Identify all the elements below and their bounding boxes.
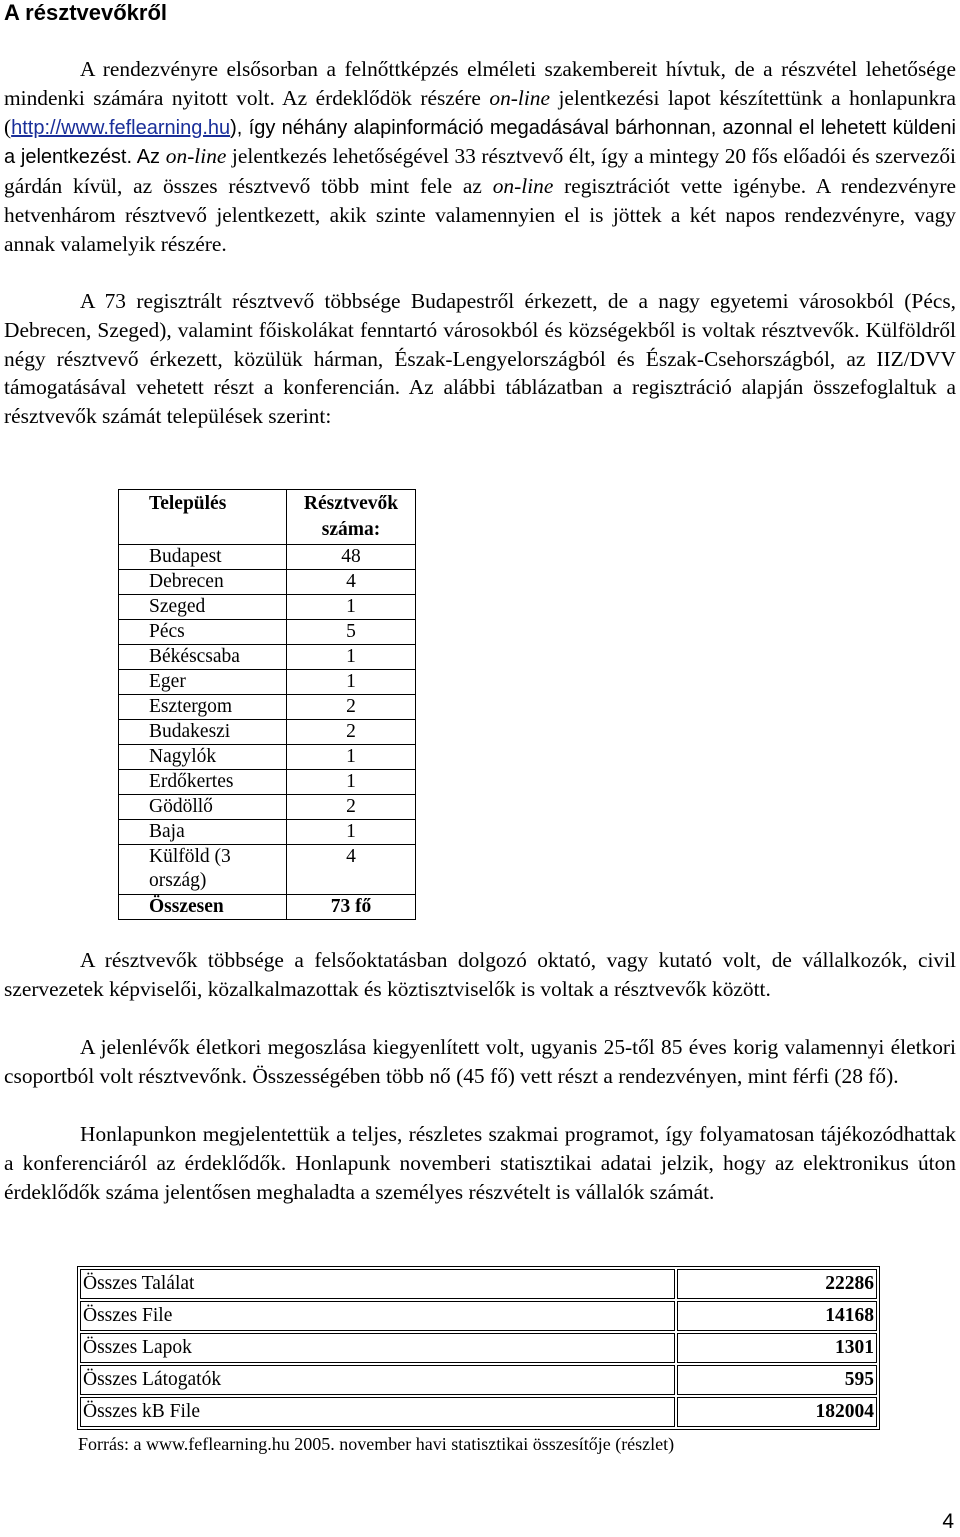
online-term: on-line xyxy=(165,144,227,169)
table-source-caption: Forrás: a www.feflearning.hu 2005. november havi statisztikai összesítője (részlet) xyxy=(78,1434,675,1454)
table-row xyxy=(119,770,416,795)
paragraph-text: jelentkezés lehetőségével 33 résztvevő élt, így a mintegy 20 fős előadói és szervezői gárdán kívül, az összes résztvevő több mint fele az xyxy=(4,144,956,199)
city-cell: Debrecen xyxy=(119,570,287,595)
city-cell: Erdőkertes xyxy=(119,770,287,795)
city-cell: Pécs xyxy=(119,620,287,645)
stat-value: 595 xyxy=(677,1365,877,1395)
count-cell: 1 xyxy=(287,770,416,795)
stat-value: 14168 xyxy=(677,1301,877,1331)
table-row xyxy=(80,1269,877,1299)
city-cell: Külföld (3 ország) xyxy=(119,845,287,895)
statistics-table xyxy=(77,1266,880,1430)
table-row xyxy=(80,1397,877,1427)
count-cell: 1 xyxy=(287,645,416,670)
city-cell: Baja xyxy=(119,820,287,845)
paragraph-text: regisztrációt vette igénybe. A rendezvényre hetvenhárom résztvevő jelentkezett, akik szinte valamennyien el is jöttek a két napos rendezvényre, vagy annak valamelyik részére. xyxy=(4,174,957,256)
count-cell: 2 xyxy=(287,695,416,720)
table-row xyxy=(119,820,416,845)
table-row xyxy=(119,695,416,720)
stat-value: 22286 xyxy=(677,1269,877,1299)
table-row xyxy=(119,570,416,595)
page-number: 4 xyxy=(942,1510,954,1533)
paragraph-text: A rendezvényre elsősorban a felnőttképzés elméleti szakembereit hívtuk, de a részvétel lehetősége mindenki számára nyitott volt. Az érdeklődök részére xyxy=(4,57,956,110)
section-heading: A résztvevőkről xyxy=(4,0,168,25)
table-row xyxy=(119,745,416,770)
count-cell: 1 xyxy=(287,670,416,695)
city-cell: Nagylók xyxy=(119,745,287,770)
stat-label: Összes Látogatók xyxy=(80,1365,675,1395)
city-cell: Békéscsaba xyxy=(119,645,287,670)
table-header-row xyxy=(119,490,416,545)
paragraph-origin: A 73 regisztrált résztvevő többsége Budapestről érkezett, de a nagy egyetemi városokból (Pécs, Debrecen, Szeged), valamint főiskolákat fenntartó városokból és községekből is voltak résztvevők. Külföldről négy résztvevő érkezett, közülük hárman, Észak-Lengyelországból és Észak-Csehországból, az IIZ/DVV támogatásával vehetett részt a konferencián. Az alábbi táblázatban a regisztráció alapján összefoglaltuk a résztvevők számát települések szerint: xyxy=(4,289,956,429)
stat-value: 1301 xyxy=(677,1333,877,1363)
website-link[interactable]: http://www.feflearning.hu xyxy=(11,116,231,139)
online-term: on-line xyxy=(489,85,550,110)
stat-value: 182004 xyxy=(677,1397,877,1427)
participants-table xyxy=(118,489,416,920)
count-cell: 1 xyxy=(287,595,416,620)
city-cell: Szeged xyxy=(119,595,287,620)
count-cell: 4 xyxy=(287,845,416,895)
count-cell: 5 xyxy=(287,620,416,645)
table-row xyxy=(80,1365,877,1395)
city-cell: Budapest xyxy=(119,545,287,570)
count-cell: 1 xyxy=(287,820,416,845)
table-row xyxy=(119,720,416,745)
count-cell: 2 xyxy=(287,795,416,820)
table-row xyxy=(119,795,416,820)
table-row xyxy=(119,545,416,570)
table-row xyxy=(119,595,416,620)
table-row xyxy=(80,1333,877,1363)
paragraph-registration xyxy=(4,55,956,259)
online-term: on-line xyxy=(492,174,554,199)
count-cell: 2 xyxy=(287,720,416,745)
paragraph-text: jelentkezési lapot készítettünk a honlapunkra ( xyxy=(4,85,956,139)
table-row xyxy=(119,645,416,670)
table-row xyxy=(119,620,416,645)
stat-label: Összes File xyxy=(80,1301,675,1331)
stat-label: Összes kB File xyxy=(80,1397,675,1427)
city-cell: Gödöllő xyxy=(119,795,287,820)
total-label: Összesen xyxy=(119,895,287,920)
city-cell: Esztergom xyxy=(119,695,287,720)
count-cell: 4 xyxy=(287,570,416,595)
table-total-row xyxy=(119,895,416,920)
stat-label: Összes Lapok xyxy=(80,1333,675,1363)
paragraph-text: ), így néhány alapinformáció megadásával bárhonnan, azonnal el lehetett küldeni a jelentkezést. Az xyxy=(4,116,956,169)
table-row xyxy=(119,845,416,895)
count-cell: 1 xyxy=(287,745,416,770)
table-row xyxy=(80,1301,877,1331)
header-city: Település xyxy=(119,490,287,545)
stat-label: Összes Találat xyxy=(80,1269,675,1299)
city-cell: Eger xyxy=(119,670,287,695)
total-count: 73 fő xyxy=(287,895,416,920)
paragraph-profession: A résztvevők többsége a felsőoktatásban dolgozó oktató, vagy kutató volt, de vállalkozók, civil szervezetek képviselői, közalkalmazottak és köztisztviselők is voltak a résztvevők között. xyxy=(4,948,956,1001)
header-count: Résztvevők száma: xyxy=(287,490,416,545)
table-row xyxy=(119,670,416,695)
paragraph-age: A jelenlévők életkori megoszlása kiegyenlített volt, ugyanis 25-től 85 éves korig valamennyi életkori csoportból volt résztvevőnk. Összességében több nő (45 fő) vett részt a rendezvényen, mint férfi (28 fő). xyxy=(4,1035,956,1088)
count-cell: 48 xyxy=(287,545,416,570)
city-cell: Budakeszi xyxy=(119,720,287,745)
paragraph-website: Honlapunkon megjelentettük a teljes, részletes szakmai programot, így folyamatosan tájékozódhattak a konferenciáról az érdeklődők. Honlapunk novemberi statisztikai adatai jelzik, hogy az elektronikus úton érdeklődők száma jelentősen meghaladta a személyes részvételt is vállalók számát. xyxy=(4,1122,956,1204)
